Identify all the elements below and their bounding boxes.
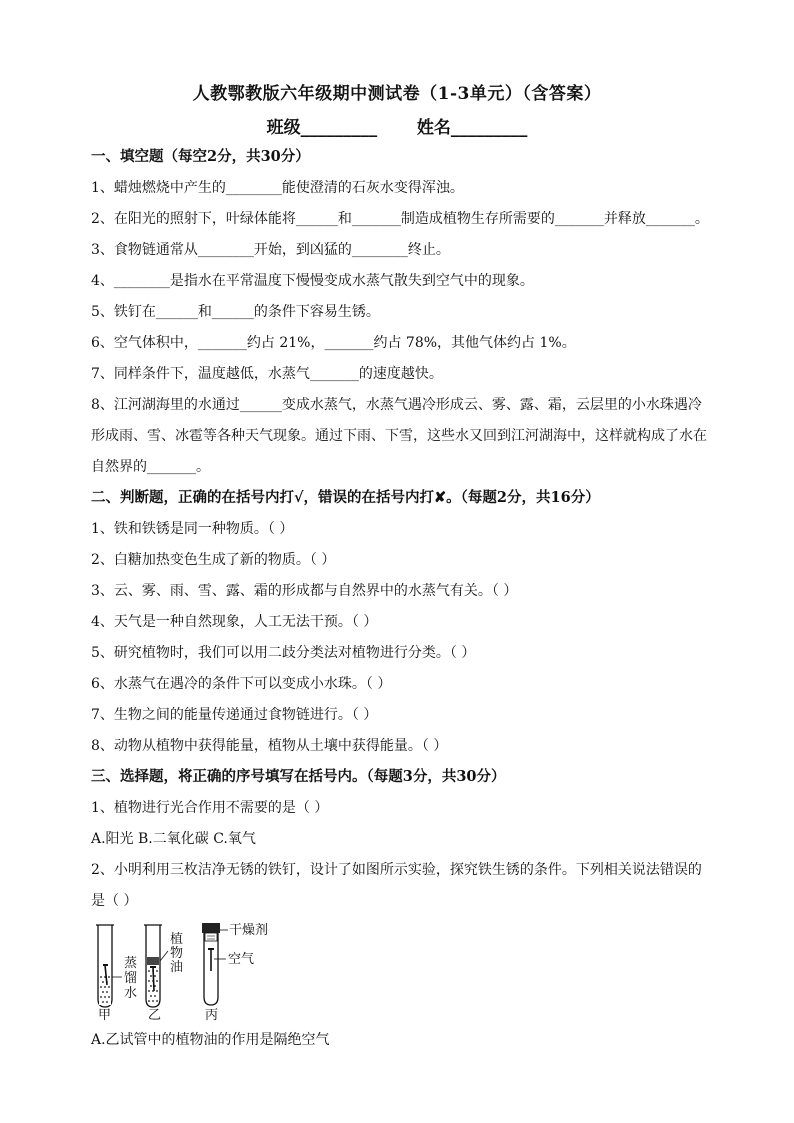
- question-text: 7、生物之间的能量传递通过食物链进行。（ ）: [91, 707, 378, 723]
- question-text: 1、蜡烛燃烧中产生的________能使澄清的石灰水变得浑浊。: [91, 180, 464, 196]
- question-text: 4、________是指水在平常温度下慢慢变成水蒸气散失到空气中的现象。: [91, 273, 534, 289]
- tube-label-b: 乙: [148, 1008, 162, 1021]
- question-text: 2、在阳光的照射下，叶绿体能将______和_______制造成植物生存所需要的_______并释放_______。: [91, 211, 709, 227]
- label-water-3: 水: [124, 986, 138, 1001]
- tube-label-c: 丙: [205, 1008, 219, 1021]
- question-text: 6、空气体积中，_______约占 21%，_______约占 78%，其他气体约占 1%。: [91, 335, 576, 351]
- label-air: 空气: [228, 952, 255, 967]
- section-heading-true-false: 二、判断题，正确的在括号内打√，错误的在括号内打✘。（每题2分，共16分）: [91, 489, 600, 506]
- answer-options: A.阳光 B.二氧化碳 C.氧气: [91, 831, 256, 847]
- class-field: 班级_________: [266, 118, 378, 138]
- desiccant: [205, 933, 217, 941]
- question-text: 5、铁钉在______和______的条件下容易生锈。: [91, 304, 380, 320]
- question-text: 1、植物进行光合作用不需要的是（ ）: [91, 800, 329, 816]
- label-oil-1: 植: [170, 932, 184, 947]
- page-title: 人教鄂教版六年级期中测试卷（1-3单元）（含答案）: [192, 84, 602, 104]
- section-heading-fill-blank: 一、填空题（每空2分，共30分）: [91, 148, 310, 165]
- oil-layer: [147, 957, 159, 965]
- question-text: 形成雨、雪、冰雹等各种天气现象。通过下雨、下雪，这些水又回到江河湖海中，这样就构成了水在: [91, 428, 707, 444]
- question-text: 8、动物从植物中获得能量，植物从土壤中获得能量。（ ）: [91, 738, 448, 754]
- answer-option-a: A.乙试管中的植物油的作用是隔绝空气: [91, 1032, 330, 1048]
- stopper: [202, 923, 220, 933]
- rust-experiment-figure: [88, 921, 288, 1021]
- question-text: 6、水蒸气在遇冷的条件下可以变成小水珠。（ ）: [91, 676, 392, 692]
- test-tube-a: [96, 925, 122, 1007]
- question-text: 3、食物链通常从________开始，到凶猛的________终止。: [91, 242, 450, 258]
- student-info: [0, 113, 794, 138]
- label-water-2: 馏: [124, 971, 138, 986]
- question-text: 8、江河湖海里的水通过______变成水蒸气，水蒸气遇冷形成云、雾、露、霜，云层里的小水珠遇冷: [91, 397, 702, 413]
- question-text: 2、小明利用三枚洁净无锈的铁钉，设计了如图所示实验，探究铁生锈的条件。下列相关说法错误的: [91, 862, 702, 878]
- tube-label-a: 甲: [98, 1008, 112, 1021]
- test-tube-c: [202, 923, 228, 1005]
- question-text: 4、天气是一种自然现象，人工无法干预。（ ）: [91, 614, 378, 630]
- question-text: 自然界的_______。: [91, 459, 210, 475]
- question-text: 5、研究植物时，我们可以用二歧分类法对植物进行分类。（ ）: [91, 645, 476, 661]
- test-tube-b: [144, 925, 168, 1007]
- question-text: 1、铁和铁锈是同一种物质。（ ）: [91, 521, 294, 537]
- question-text: 2、白糖加热变色生成了新的物质。（ ）: [91, 552, 336, 568]
- label-oil-2: 物: [170, 946, 184, 961]
- question-text: 3、云、雾、雨、雪、露、霜的形成都与自然界中的水蒸气有关。（ ）: [91, 583, 518, 599]
- question-text: 7、同样条件下，温度越低，水蒸气_______的速度越快。: [91, 366, 443, 382]
- label-oil-3: 油: [170, 960, 184, 975]
- iron-nail-b: [153, 967, 154, 991]
- label-water-1: 蒸: [124, 956, 138, 971]
- section-heading-multiple-choice: 三、选择题，将正确的序号填写在括号内。（每题3分，共30分）: [91, 768, 506, 785]
- name-field: 姓名_________: [416, 118, 528, 138]
- question-text: 是（ ）: [91, 893, 138, 909]
- label-desiccant: 干燥剂: [229, 923, 269, 938]
